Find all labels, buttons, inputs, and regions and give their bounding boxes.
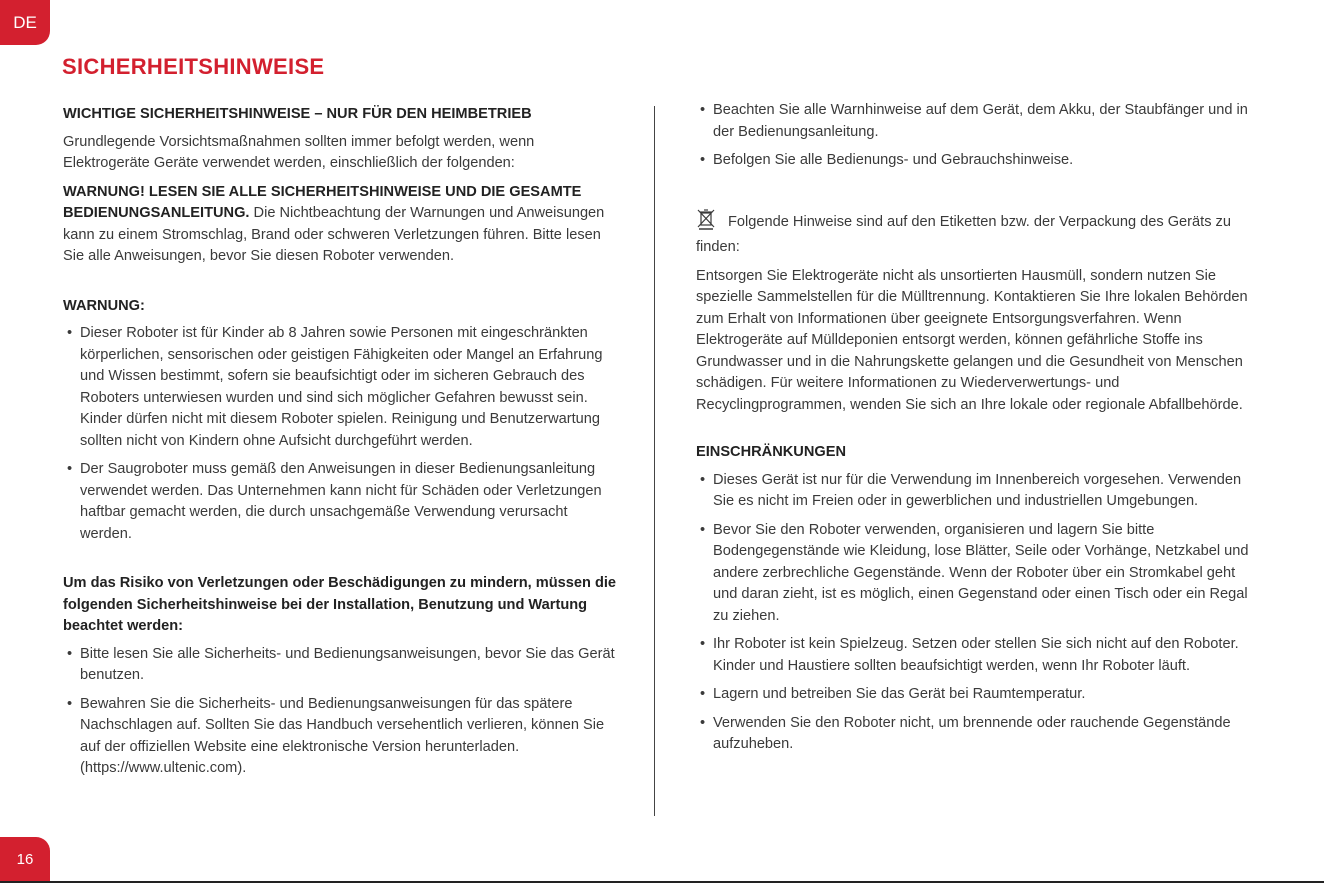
warning-paragraph	[63, 182, 623, 268]
limitations-list	[696, 470, 1256, 756]
page-title: SICHERHEITSHINWEISE	[62, 54, 325, 79]
weee-intro-text: Folgende Hinweise sind auf den Etiketten bzw. der Verpackung des Geräts zu finden:	[696, 213, 1231, 255]
page-number-tab: 16	[0, 837, 50, 881]
list-item: • Dieser Roboter ist für Kinder ab 8 Jahren sowie Personen mit eingeschränkten körperlichen, sensorischen oder geistigen Fähigkeiten oder Mangel an Erfahrung und Wissen bestimmt, sofern sie beaufsichtigt oder im sicheren Gebrauch des Roboters unterwiesen wurden und sind sich möglicher Gefahren bewusst sein. Kinder dürfen nicht mit diesem Roboter spielen. Reinigung und Benutzerwartung sollten nicht von Kindern ohne Aufsicht durchgeführt werden.	[63, 323, 623, 452]
heading-warning: WARNUNG:	[63, 297, 145, 314]
warning-bold-text: WARNUNG! LESEN SIE ALLE SICHERHEITSHINWEISE UND DIE GESAMTE BEDIENUNGSANLEITUNG.	[63, 183, 582, 221]
weee-intro-paragraph	[696, 208, 1256, 259]
list-item: • Dieses Gerät ist nur für die Verwendung im Innenbereich vorgesehen. Verwenden Sie es nicht im Freien oder in gewerblichen und industriellen Umgebungen.	[696, 470, 1256, 513]
left-column	[63, 104, 623, 780]
crossed-out-bin-icon	[696, 208, 716, 238]
list-item: • Lagern und betreiben Sie das Gerät bei Raumtemperatur.	[696, 684, 1256, 706]
intro-paragraph: Grundlegende Vorsichtsmaßnahmen sollten immer befolgt werden, wenn Elektrogeräte Geräte verwendet werden, einschließlich der folgenden:	[63, 133, 535, 171]
list-item: • Ihr Roboter ist kein Spielzeug. Setzen oder stellen Sie sich nicht auf den Roboter. Kinder und Haustiere sollten beaufsichtigt werden, wenn Ihr Roboter läuft.	[696, 634, 1256, 677]
general-list	[696, 100, 1256, 172]
weee-paragraph: Entsorgen Sie Elektrogeräte nicht als unsortierten Hausmüll, sondern nutzen Sie spezielle Sammelstellen für die Mülltrennung. Kontaktieren Sie Ihre lokalen Behörden zum Erhalt von Informationen über geeignete Entsorgungsverfahren. Wenn Elektrogeräte auf Mülldeponien entsorgt werden, können gefährliche Stoffe ins Grundwasser und in die Nahrungskette gelangen und die Gesundheit von Menschen schädigen. Für weitere Informationen zu Wiederverwertungs- und Recyclingprogrammen, wenden Sie sich an Ihre lokale oder regionale Abfallbehörde.	[696, 267, 1248, 413]
risk-list	[63, 644, 623, 780]
list-item: • Befolgen Sie alle Bedienungs- und Gebrauchshinweise.	[696, 150, 1256, 172]
heading-limitations: EINSCHRÄNKUNGEN	[696, 444, 846, 460]
heading-risk: Um das Risiko von Verletzungen oder Beschädigungen zu mindern, müssen die folgenden Sicherheitshinweise bei der Installation, Benutzung und Wartung beachtet werden:	[63, 575, 617, 634]
language-tab: DE	[0, 0, 50, 45]
list-item: • Der Saugroboter muss gemäß den Anweisungen in dieser Bedienungsanleitung verwendet werden. Das Unternehmen kann nicht für Schäden oder Verletzungen haftbar gemacht werden, die durch unsachgemäße Verwendung verursacht werden.	[63, 459, 623, 545]
list-item: • Verwenden Sie den Roboter nicht, um brennende oder rauchende Gegenstände aufzuheben.	[696, 713, 1256, 756]
list-item: • Bitte lesen Sie alle Sicherheits- und Bedienungsanweisungen, bevor Sie das Gerät benutzen.	[63, 644, 623, 687]
heading-important-safety: WICHTIGE SICHERHEITSHINWEISE – NUR FÜR DEN HEIMBETRIEB	[63, 106, 532, 122]
list-item: • Beachten Sie alle Warnhinweise auf dem Gerät, dem Akku, der Staubfänger und in der Bedienungsanleitung.	[696, 100, 1256, 143]
column-divider	[654, 106, 655, 816]
warning-body-text: Die Nichtbeachtung der Warnungen und Anweisungen kann zu einem Stromschlag, Brand oder schweren Verletzungen führen. Bitte lesen Sie alle Anweisungen, bevor Sie diesen Roboter verwenden.	[63, 205, 605, 264]
list-item: • Bewahren Sie die Sicherheits- und Bedienungsanweisungen für das spätere Nachschlagen auf. Sollten Sie das Handbuch versehentlich verlieren, können Sie auf der offiziellen Website eine elektronische Version herunterladen. (https://www.ultenic.com).	[63, 694, 623, 780]
warning-list	[63, 323, 623, 545]
right-column	[696, 100, 1256, 756]
list-item: • Bevor Sie den Roboter verwenden, organisieren und lagern Sie bitte Bodengegenstände wie Kleidung, lose Blätter, Seile oder Vorhänge, Netzkabel und andere zerbrechliche Gegenstände. Wenn der Roboter über ein Stromkabel geht und daran zieht, ist es möglich, einen Gegenstand oder einen Tisch oder ein Regal zu ziehen.	[696, 520, 1256, 628]
